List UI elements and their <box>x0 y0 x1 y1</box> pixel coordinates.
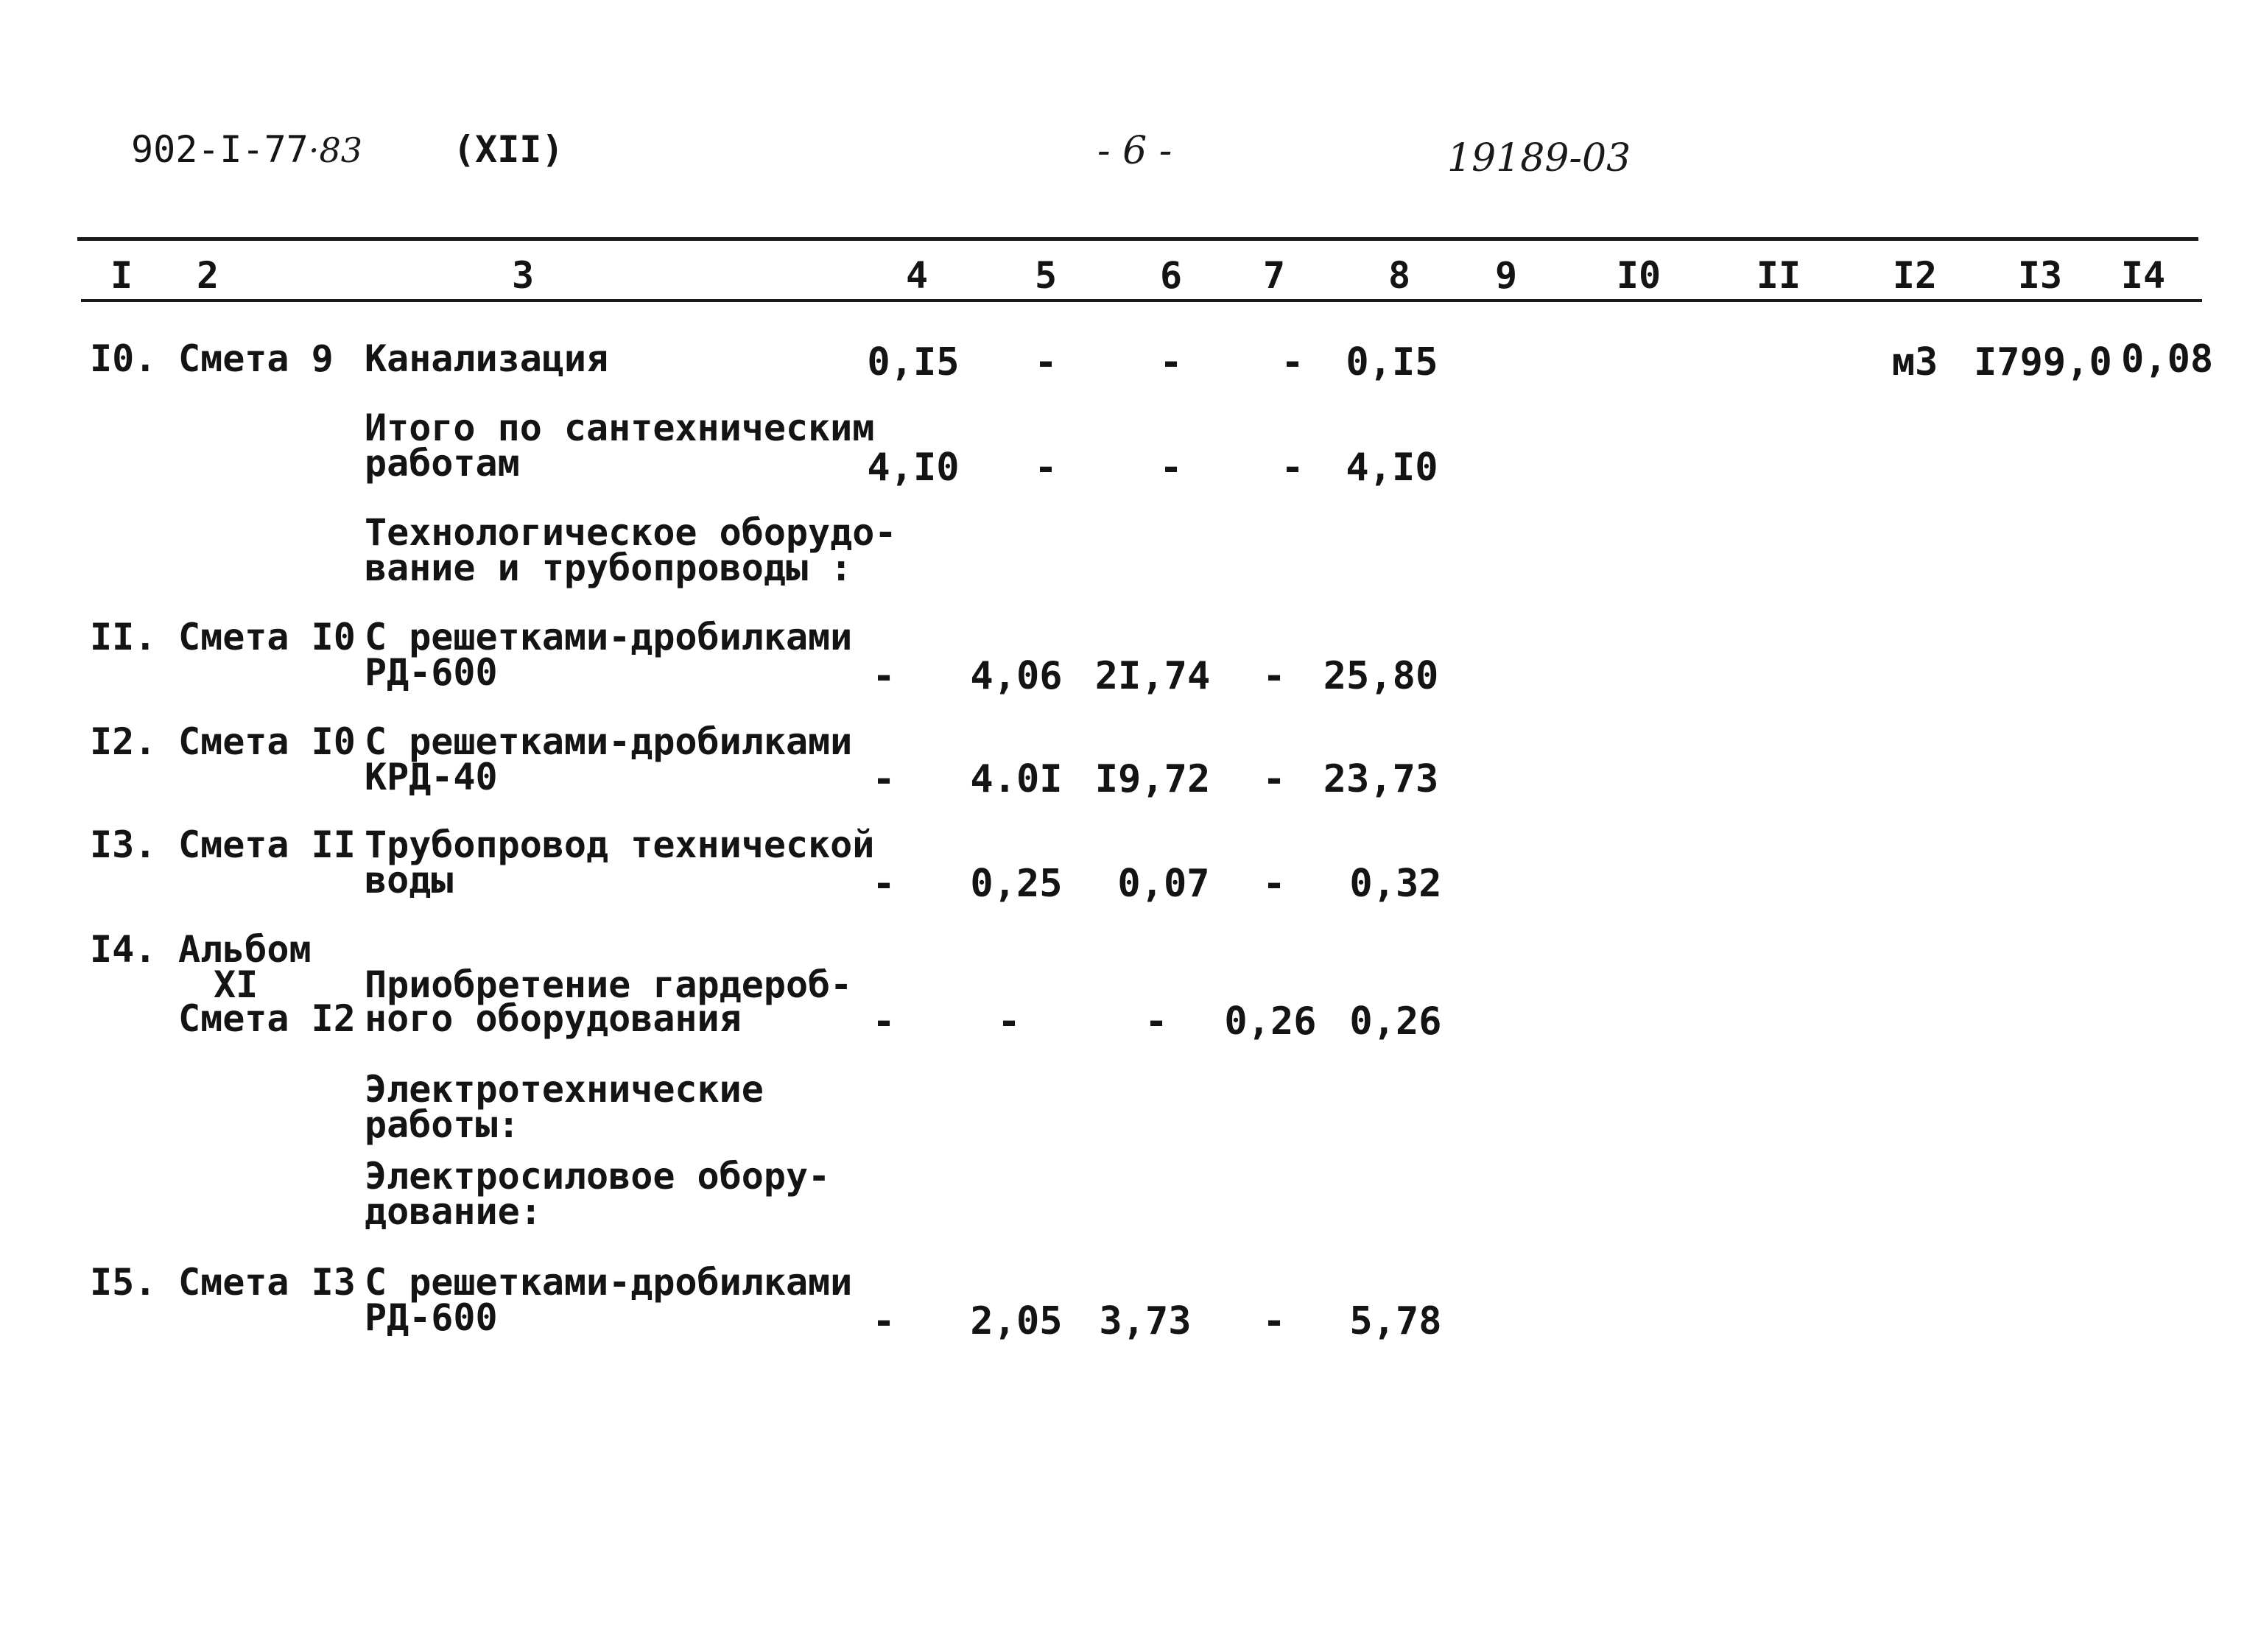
col-header: 9 <box>1494 254 1518 297</box>
col-header: I4 <box>2120 254 2166 297</box>
cell-col8: 5,78 <box>1349 1299 1442 1343</box>
cell-col7: 0,26 <box>1224 999 1317 1044</box>
row-name: Электросиловое обору- <box>365 1155 831 1198</box>
col-header: 7 <box>1262 254 1286 297</box>
row-name: С решетками-дробилками <box>365 616 853 658</box>
row-reference: Альбом <box>178 928 312 971</box>
cell-col8: 0,26 <box>1349 999 1442 1044</box>
cell-col4: 4,I0 <box>867 446 960 490</box>
cell-col4: - <box>872 862 896 906</box>
row-name: Трубопровод технической <box>365 823 875 866</box>
row-name: Итого по сантехническим <box>365 407 875 449</box>
col-header: 5 <box>1034 254 1058 297</box>
row-name: Канализация <box>365 337 609 380</box>
cell-col5: - <box>1034 340 1058 384</box>
cell-col4: - <box>872 654 896 698</box>
inventory-number: 19189-03 <box>1447 136 1631 180</box>
row-name: С решетками-дробилками <box>365 720 853 763</box>
cell-col8: 0,32 <box>1349 862 1442 906</box>
row-number: II. <box>90 616 157 658</box>
row-name: РД-600 <box>365 651 498 694</box>
col-header: 8 <box>1388 254 1411 297</box>
row-name: Приобретение гардероб- <box>365 963 853 1006</box>
document-number: 902-I-77·83 <box>131 128 362 171</box>
cell-col4: 0,I5 <box>867 340 960 384</box>
cell-col6: 3,73 <box>1099 1299 1192 1343</box>
cell-col7: - <box>1262 862 1286 906</box>
row-name: работам <box>365 442 520 485</box>
cell-col5: - <box>1034 446 1058 490</box>
col-header: II <box>1756 254 1801 297</box>
cell-col14: 0,08 <box>2121 337 2214 382</box>
cell-col8: 4,I0 <box>1346 446 1438 490</box>
row-number: I4. <box>90 928 157 971</box>
cell-col5: 4.0I <box>970 757 1063 801</box>
cell-col7: - <box>1262 757 1286 801</box>
col-header: 2 <box>196 254 219 297</box>
row-name: РД-600 <box>365 1296 498 1339</box>
table-header-rule <box>81 299 2202 302</box>
col-header: I <box>110 254 133 297</box>
row-number: I5. <box>90 1261 157 1304</box>
row-name: воды <box>365 859 454 901</box>
row-name: С решетками-дробилками <box>365 1261 853 1304</box>
row-reference: Смета II <box>178 823 356 866</box>
row-reference: Смета I3 <box>178 1261 356 1304</box>
page-number: - 6 - <box>1097 129 1172 173</box>
cell-col8: 23,73 <box>1323 757 1439 801</box>
row-name: дование: <box>365 1190 542 1233</box>
col-header: 6 <box>1159 254 1183 297</box>
col-header: 4 <box>905 254 929 297</box>
row-reference: Смета I0 <box>178 616 356 658</box>
cell-col6: 2I,74 <box>1094 654 1211 698</box>
row-number: I3. <box>90 823 157 866</box>
row-reference: XI <box>214 963 259 1006</box>
cell-col5: 0,25 <box>970 862 1063 906</box>
col-header: 3 <box>511 254 535 297</box>
cell-col12: м3 <box>1891 340 1938 384</box>
cell-col8: 25,80 <box>1323 654 1439 698</box>
col-header: I2 <box>1892 254 1938 297</box>
row-name: работы: <box>365 1103 520 1146</box>
row-name: Электротехнические <box>365 1068 764 1111</box>
cell-col7: - <box>1262 1299 1286 1343</box>
row-reference: Смета I0 <box>178 720 356 763</box>
col-header: I3 <box>2017 254 2063 297</box>
table-top-rule <box>77 237 2198 241</box>
cell-col4: - <box>872 1299 896 1343</box>
volume-label: (XII) <box>453 128 564 171</box>
cell-col8: 0,I5 <box>1346 340 1438 384</box>
row-name: вание и трубопроводы : <box>365 546 853 589</box>
cell-col7: - <box>1262 654 1286 698</box>
col-header: I0 <box>1616 254 1662 297</box>
cell-col7: - <box>1281 446 1304 490</box>
row-reference: Смета 9 <box>178 337 334 380</box>
cell-col6: - <box>1159 340 1183 384</box>
document-number-suffix: ·83 <box>308 130 362 170</box>
row-name: Технологическое оборудо- <box>365 511 897 554</box>
cell-col13: I799,0 <box>1974 340 2112 384</box>
cell-col6: 0,07 <box>1117 862 1210 906</box>
cell-col6: - <box>1159 446 1183 490</box>
cell-col5: 2,05 <box>970 1299 1063 1343</box>
row-number: I2. <box>90 720 157 763</box>
row-number: I0. <box>90 337 157 380</box>
cell-col4: - <box>872 999 896 1044</box>
row-reference: Смета I2 <box>178 997 356 1040</box>
cell-col4: - <box>872 757 896 801</box>
cell-col7: - <box>1281 340 1304 384</box>
cell-col5: - <box>997 999 1021 1044</box>
cell-col5: 4,06 <box>970 654 1063 698</box>
row-name: ного оборудования <box>365 997 742 1040</box>
cell-col6: I9,72 <box>1094 757 1211 801</box>
cell-col6: - <box>1144 999 1168 1044</box>
row-name: КРД-40 <box>365 756 498 798</box>
